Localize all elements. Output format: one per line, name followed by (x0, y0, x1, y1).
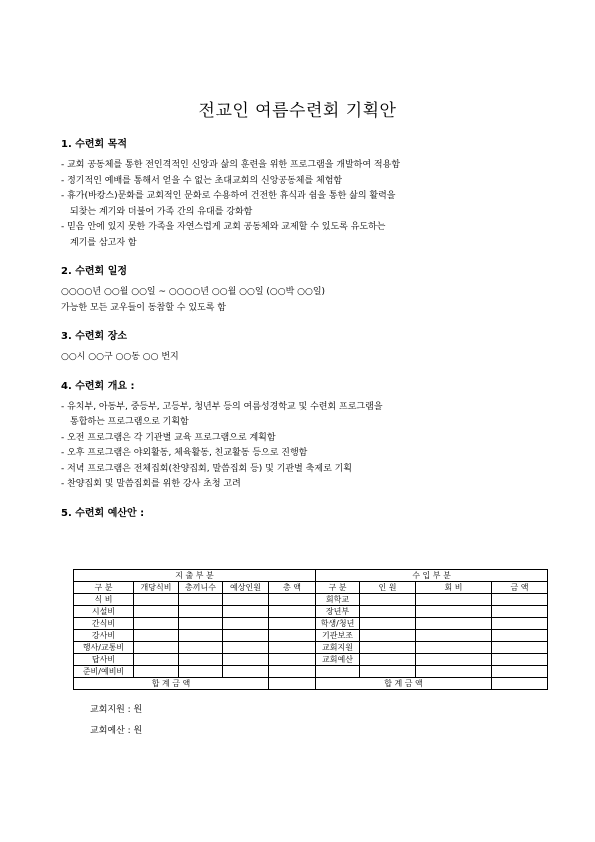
income-row-label: 장년부 (316, 606, 360, 618)
section-line: 가능한 모든 교우들이 동참할 수 있도록 함 (61, 302, 226, 313)
document-title: 전교인 여름수련회 기획안 (198, 101, 397, 121)
expense-cell (179, 642, 223, 654)
table-row (74, 618, 548, 630)
income-cell (360, 618, 416, 630)
section-line: ○○○○년 ○○월 ○○일 ~ ○○○○년 ○○월 ○○일 (○○박 ○○일) (61, 287, 326, 297)
section-line: - 찬양집회 및 말씀집회를 위한 강사 초청 고려 (61, 479, 241, 489)
budget-notes (90, 700, 142, 742)
income-cell (360, 654, 416, 666)
expense-row-label: 준비/예비비 (74, 666, 134, 678)
expense-cell (223, 606, 269, 618)
income-cell (416, 666, 492, 678)
section-line: ○○시 ○○구 ○○동 ○○ 번지 (61, 352, 179, 362)
income-column-header: 금 액 (492, 582, 548, 594)
expense-cell (179, 594, 223, 606)
expense-cell (134, 642, 179, 654)
income-row-label: 교회지원 (316, 642, 360, 654)
table-row (74, 606, 548, 618)
expense-row-label: 답사비 (74, 654, 134, 666)
expense-cell (269, 642, 316, 654)
budget-section-header-row (74, 570, 548, 582)
section-line: 계기를 삼고자 함 (70, 237, 137, 248)
expense-cell (134, 654, 179, 666)
expense-cell (269, 654, 316, 666)
income-cell (360, 666, 416, 678)
expense-cell (134, 606, 179, 618)
expense-cell (179, 654, 223, 666)
section-line: - 휴가(바캉스)문화를 교회적인 문화로 수용하여 건전한 휴식과 쉼을 통한 삶의 활력을 (61, 191, 396, 201)
income-cell (360, 606, 416, 618)
income-cell (416, 630, 492, 642)
expense-cell (179, 630, 223, 642)
expense-column-header: 예상인원 (223, 582, 269, 594)
expense-cell (134, 666, 179, 678)
expense-cell (223, 654, 269, 666)
expense-cell (179, 666, 223, 678)
income-row-label (316, 666, 360, 678)
section-heading: 5. 수련회 예산안 : (61, 507, 145, 519)
section-line: - 오전 프로그램은 각 기관별 교육 프로그램으로 계획함 (61, 432, 276, 443)
expense-total-label: 합 계 금 액 (74, 678, 269, 690)
expense-cell (179, 606, 223, 618)
income-row-label: 학생/청년 (316, 618, 360, 630)
income-column-header: 구 분 (316, 582, 360, 594)
budget-column-header-row (74, 582, 548, 594)
section-line: - 저녁 프로그램은 전체집회(찬양집회, 말씀집회 등) 및 기관별 축제로 기획 (61, 463, 353, 474)
income-cell (492, 666, 548, 678)
income-column-header: 회 비 (416, 582, 492, 594)
section-line: - 유치부, 아동부, 중등부, 고등부, 청년부 등의 여름성경학교 및 수련회 프로그램을 (61, 401, 383, 412)
expense-section-header: 지 출 부 분 (74, 570, 316, 582)
expense-cell (269, 666, 316, 678)
budget-table (73, 569, 548, 690)
section-heading: 4. 수련회 개요 : (61, 380, 135, 392)
expense-cell (269, 606, 316, 618)
income-column-header: 인 원 (360, 582, 416, 594)
expense-row-label: 간식비 (74, 618, 134, 630)
income-row-label: 기관보조 (316, 630, 360, 642)
section-line: - 오후 프로그램은 야외활동, 체육활동, 친교활동 등으로 진행함 (61, 448, 308, 458)
budget-note: 교회예산 : 원 (90, 726, 143, 736)
income-cell (416, 654, 492, 666)
income-cell (360, 642, 416, 654)
section-heading: 2. 수련회 일정 (61, 266, 128, 277)
section-line: - 정기적인 예배를 통해서 얻을 수 없는 초대교회의 신앙공동체를 체험함 (61, 175, 343, 186)
section-line: 통합하는 프로그램으로 기획함 (70, 417, 189, 427)
section-line: - 교회 공동체를 통한 전인격적인 신앙과 삶의 훈련을 위한 프로그램을 개발하여 적용함 (61, 160, 401, 170)
expense-total-value (269, 678, 316, 690)
table-row (74, 630, 548, 642)
expense-cell (223, 666, 269, 678)
expense-row-label: 식 비 (74, 594, 134, 606)
expense-cell (134, 618, 179, 630)
expense-column-header: 구 분 (74, 582, 134, 594)
document-body (61, 138, 561, 541)
table-row (74, 642, 548, 654)
income-cell (492, 606, 548, 618)
expense-row-label: 시설비 (74, 606, 134, 618)
expense-row-label: 행사/교통비 (74, 642, 134, 654)
income-cell (416, 642, 492, 654)
expense-cell (223, 642, 269, 654)
expense-cell (223, 594, 269, 606)
section-line: 되찾는 계기와 더불어 가족 간의 유대를 강화함 (70, 206, 253, 217)
budget-note: 교회지원 : 원 (90, 705, 143, 715)
income-cell (360, 594, 416, 606)
income-cell (416, 606, 492, 618)
section-line: - 믿음 안에 있지 못한 가족을 자연스럽게 교회 공동체와 교제할 수 있도록 유도하는 (61, 222, 386, 232)
income-cell (360, 630, 416, 642)
expense-cell (269, 630, 316, 642)
income-total-value (492, 678, 548, 690)
income-cell (492, 594, 548, 606)
section-heading: 3. 수련회 장소 (61, 331, 128, 342)
expense-column-header: 총끼니수 (179, 582, 223, 594)
table-row (74, 654, 548, 666)
income-cell (416, 594, 492, 606)
expense-cell (223, 618, 269, 630)
table-row (74, 594, 548, 606)
expense-column-header: 총 액 (269, 582, 316, 594)
income-total-label: 합 계 금 액 (316, 678, 492, 690)
income-row-label: 교회예산 (316, 654, 360, 666)
section-heading: 1. 수련회 목적 (61, 139, 128, 150)
expense-cell (269, 618, 316, 630)
income-cell (416, 618, 492, 630)
budget-total-row (74, 678, 548, 690)
income-cell (492, 630, 548, 642)
income-cell (492, 654, 548, 666)
income-cell (492, 618, 548, 630)
expense-cell (134, 630, 179, 642)
income-cell (492, 642, 548, 654)
expense-cell (134, 594, 179, 606)
expense-column-header: 개당식비 (134, 582, 179, 594)
expense-cell (269, 594, 316, 606)
income-section-header: 수 입 부 분 (316, 570, 548, 582)
income-row-label: 회학교 (316, 594, 360, 606)
expense-row-label: 강사비 (74, 630, 134, 642)
table-row (74, 666, 548, 678)
expense-cell (179, 618, 223, 630)
expense-cell (223, 630, 269, 642)
